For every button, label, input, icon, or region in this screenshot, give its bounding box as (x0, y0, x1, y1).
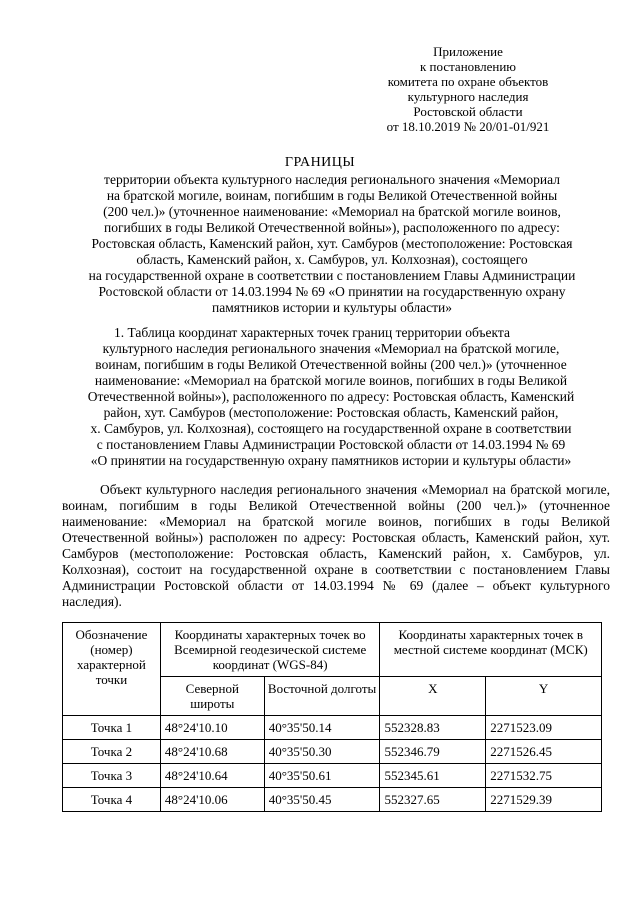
section-1-heading (62, 325, 600, 469)
header-wgs84: Координаты характерных точек во Всемирной геодезической системе координат (WGS-84) (160, 623, 380, 677)
subtitle-line: на братской могиле, воинам, погибшим в годы Великой Отечественной войны (106, 188, 558, 203)
table-row (63, 740, 602, 764)
section-line: «О принятии на государственную охрану памятников истории и культуры области» (90, 453, 572, 468)
north-latitude: 48°24'10.64 (160, 764, 264, 788)
point-name: Точка 1 (63, 716, 161, 740)
header-x: X (380, 677, 486, 716)
appendix-line: от 18.10.2019 № 20/01-01/921 (386, 119, 550, 134)
section-line: воинам, погибшим в годы Великой Отечественной войны (200 чел.)» (уточненное (95, 357, 567, 372)
section-line: Отечественной войны»), расположенного по адресу: Ростовская область, Каменский (87, 389, 575, 404)
point-name: Точка 3 (63, 764, 161, 788)
section-line: район, хут. Самбуров (местоположение: Ростовская область, Каменский район, (103, 405, 559, 420)
x-coordinate: 552328.83 (380, 716, 486, 740)
x-coordinate: 552345.61 (380, 764, 486, 788)
table-row (63, 788, 602, 812)
x-coordinate: 552346.79 (380, 740, 486, 764)
north-latitude: 48°24'10.68 (160, 740, 264, 764)
subtitle-line: погибших в годы Великой Отечественной войны»), расположенного по адресу: (104, 220, 560, 235)
appendix-line: Приложение (433, 44, 503, 59)
header-designation: Обозначение (номер) характерной точки (63, 623, 161, 716)
header-msk: Координаты характерных точек в местной системе координат (МСК) (380, 623, 602, 677)
north-latitude: 48°24'10.06 (160, 788, 264, 812)
subtitle-line: область, Каменский район, х. Самбуров, ул. Колхозная), состоящего (136, 252, 528, 267)
header-east-longitude: Восточной долготы (264, 677, 380, 716)
subtitle-line: территории объекта культурного наследия регионального значения «Мемориал (104, 172, 560, 187)
header-y: Y (486, 677, 602, 716)
subtitle-line: (200 чел.)» (уточненное наименование: «Мемориал на братской могиле воинов, (103, 204, 561, 219)
east-longitude: 40°35'50.14 (264, 716, 380, 740)
table-row (63, 716, 602, 740)
subtitle-line: Ростовской области от 14.03.1994 № 69 «О принятии на государственную охрану (98, 284, 566, 299)
section-line: с постановлением Главы Администрации Ростовской области от 14.03.1994 № 69 (96, 437, 566, 452)
appendix-line: Ростовской области (413, 104, 523, 119)
object-description-paragraph: Объект культурного наследия регионального значения «Мемориал на братской могиле, воинам, погибшим в годы Великой Отечественной войны (200 чел.)» (уточненное наименование: «Мемориал на братской могиле воинов, погибших в годы Великой Отечественной войны») расположен по адресу: Ростовская область, Каменский район, хут. Самбуров (местоположение: Ростовская область, Каменский район, х. Самбуров, ул. Колхозная), состоит на государственной охране в соответствии с постановлением Главы Администрации Ростовской области от 14.03.1994 № 69 (далее – объект культурного наследия). (62, 482, 610, 609)
document-subtitle (62, 172, 602, 316)
section-line: наименование: «Мемориал на братской могиле воинов, погибших в годы Великой (94, 373, 568, 388)
appendix-line: культурного наследия (407, 89, 529, 104)
point-name: Точка 4 (63, 788, 161, 812)
y-coordinate: 2271529.39 (486, 788, 602, 812)
east-longitude: 40°35'50.30 (264, 740, 380, 764)
north-latitude: 48°24'10.10 (160, 716, 264, 740)
subtitle-line: на государственной охране в соответствии с постановлением Главы Администрации (88, 268, 576, 283)
y-coordinate: 2271532.75 (486, 764, 602, 788)
section-line: 1. Таблица координат характерных точек границ территории объекта (114, 325, 510, 340)
x-coordinate: 552327.65 (380, 788, 486, 812)
document-title: ГРАНИЦЫ (284, 155, 356, 170)
east-longitude: 40°35'50.61 (264, 764, 380, 788)
y-coordinate: 2271526.45 (486, 740, 602, 764)
east-longitude: 40°35'50.45 (264, 788, 380, 812)
appendix-line: комитета по охране объектов (387, 74, 549, 89)
subtitle-line: памятников истории и культуры области» (211, 300, 452, 315)
table-row (63, 764, 602, 788)
subtitle-line: Ростовская область, Каменский район, хут. Самбуров (местоположение: Ростовская (91, 236, 573, 251)
point-name: Точка 2 (63, 740, 161, 764)
section-line: культурного наследия регионального значения «Мемориал на братской могиле, (102, 341, 560, 356)
header-north-latitude: Северной широты (160, 677, 264, 716)
appendix-line: к постановлению (419, 59, 517, 74)
y-coordinate: 2271523.09 (486, 716, 602, 740)
section-line: х. Самбуров, ул. Колхозная), состоящего на государственной охране в соответствии (90, 421, 572, 436)
appendix-header (338, 44, 598, 134)
coordinates-table (62, 622, 602, 812)
